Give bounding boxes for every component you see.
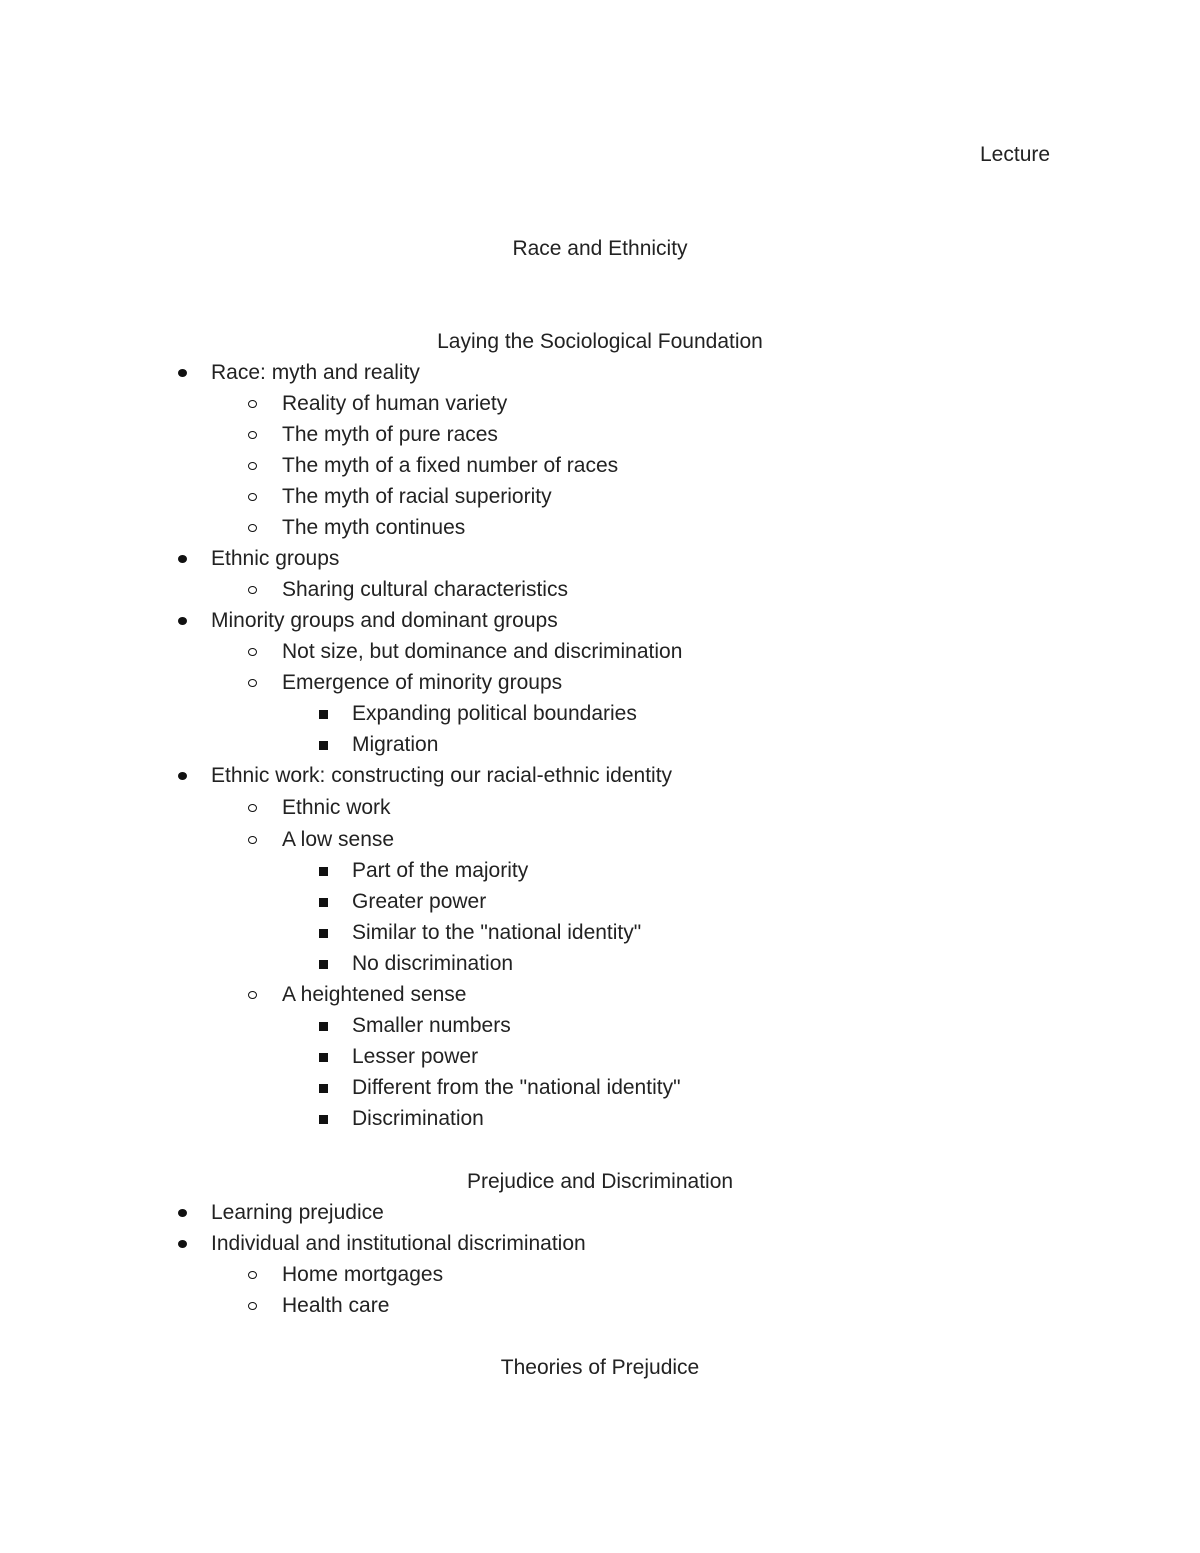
outline-item: [352, 889, 486, 915]
outline-item-text: The myth of pure races: [282, 423, 498, 446]
bullet-circle-icon: [248, 391, 257, 417]
outline-item-text: Reality of human variety: [282, 392, 508, 415]
bullet-dot-icon: [178, 763, 187, 789]
outline-item-text: Home mortgages: [282, 1263, 444, 1286]
outline-item-text: The myth of a fixed number of races: [282, 454, 619, 477]
bullet-dot-icon: [178, 1200, 187, 1226]
outline-item: [352, 920, 641, 946]
bullet-circle-icon: [248, 484, 257, 510]
outline-item: [211, 360, 420, 386]
outline-item-text: Health care: [282, 1294, 390, 1317]
outline-item: [352, 1075, 681, 1101]
outline-item: [282, 515, 465, 541]
outline-item-text: A low sense: [282, 828, 395, 851]
outline-item-text: A heightened sense: [282, 983, 467, 1006]
header-label: Lecture: [980, 143, 1051, 166]
outline-item-text: Race: myth and reality: [211, 361, 420, 384]
outline-item: [211, 608, 558, 634]
bullet-square-icon: [319, 1044, 328, 1070]
bullet-circle-icon: [248, 1262, 257, 1288]
outline-item: [352, 1044, 478, 1070]
outline-item-text: Discrimination: [352, 1107, 484, 1130]
outline-item: [282, 1262, 443, 1288]
outline-item-text: Lesser power: [352, 1045, 479, 1068]
outline-item-text: Smaller numbers: [352, 1014, 511, 1037]
outline-item-text: Expanding political boundaries: [352, 702, 637, 725]
bullet-circle-icon: [248, 639, 257, 665]
outline-item: [352, 951, 513, 977]
outline-item-text: Greater power: [352, 890, 487, 913]
bullet-circle-icon: [248, 982, 257, 1008]
bullet-square-icon: [319, 889, 328, 915]
outline-item: [282, 639, 682, 665]
outline-item: [282, 982, 467, 1008]
outline-item: [282, 670, 562, 696]
bullet-square-icon: [319, 732, 328, 758]
outline-item-text: Ethnic work: [282, 796, 391, 819]
outline-item: [352, 732, 438, 758]
outline-item: [282, 1293, 389, 1319]
bullet-circle-icon: [248, 453, 257, 479]
outline-item: [352, 1106, 484, 1132]
outline-item: [282, 453, 618, 479]
outline-item-text: The myth continues: [282, 516, 466, 539]
bullet-square-icon: [319, 951, 328, 977]
outline-item-text: Ethnic groups: [211, 547, 340, 570]
bullet-circle-icon: [248, 577, 257, 603]
document-title: Race and Ethnicity: [512, 237, 688, 260]
outline-item: [282, 795, 391, 821]
outline-item: [352, 858, 528, 884]
outline-item: [282, 827, 394, 853]
outline-item-text: Learning prejudice: [211, 1201, 384, 1224]
outline-item-text: Similar to the "national identity": [352, 921, 642, 944]
bullet-square-icon: [319, 701, 328, 727]
bullet-square-icon: [319, 858, 328, 884]
bullet-circle-icon: [248, 795, 257, 821]
outline-item-text: Not size, but dominance and discrimination: [282, 640, 683, 663]
bullet-dot-icon: [178, 360, 187, 386]
outline-item: [352, 701, 637, 727]
bullet-dot-icon: [178, 608, 187, 634]
outline-item: [282, 577, 568, 603]
outline-item: [282, 391, 507, 417]
bullet-circle-icon: [248, 827, 257, 853]
outline-item-text: The myth of racial superiority: [282, 485, 552, 508]
bullet-circle-icon: [248, 515, 257, 541]
bullet-circle-icon: [248, 422, 257, 448]
outline-item-text: Ethnic work: constructing our racial-ethnic identity: [211, 764, 673, 787]
outline-item: [211, 763, 672, 789]
outline-item: [211, 1231, 586, 1257]
section-heading: Theories of Prejudice: [500, 1356, 700, 1379]
outline-item-text: Minority groups and dominant groups: [211, 609, 558, 632]
outline-item-text: Sharing cultural characteristics: [282, 578, 568, 601]
outline-item: [211, 1200, 384, 1226]
outline-item-text: Individual and institutional discrimination: [211, 1232, 586, 1255]
bullet-square-icon: [319, 1075, 328, 1101]
outline-item: [282, 422, 498, 448]
outline-item-text: Different from the "national identity": [352, 1076, 681, 1099]
outline-item: [352, 1013, 511, 1039]
outline-item-text: Migration: [352, 733, 439, 756]
section-heading: Prejudice and Discrimination: [466, 1170, 734, 1193]
bullet-square-icon: [319, 920, 328, 946]
section-heading: Laying the Sociological Foundation: [437, 330, 763, 353]
outline-item-text: Emergence of minority groups: [282, 671, 563, 694]
outline-item-text: No discrimination: [352, 952, 514, 975]
bullet-circle-icon: [248, 1293, 257, 1319]
bullet-dot-icon: [178, 1231, 187, 1257]
outline-item-text: Part of the majority: [352, 859, 529, 882]
bullet-circle-icon: [248, 670, 257, 696]
bullet-square-icon: [319, 1106, 328, 1132]
bullet-dot-icon: [178, 546, 187, 572]
bullet-square-icon: [319, 1013, 328, 1039]
outline-item: [282, 484, 552, 510]
outline-item: [211, 546, 339, 572]
